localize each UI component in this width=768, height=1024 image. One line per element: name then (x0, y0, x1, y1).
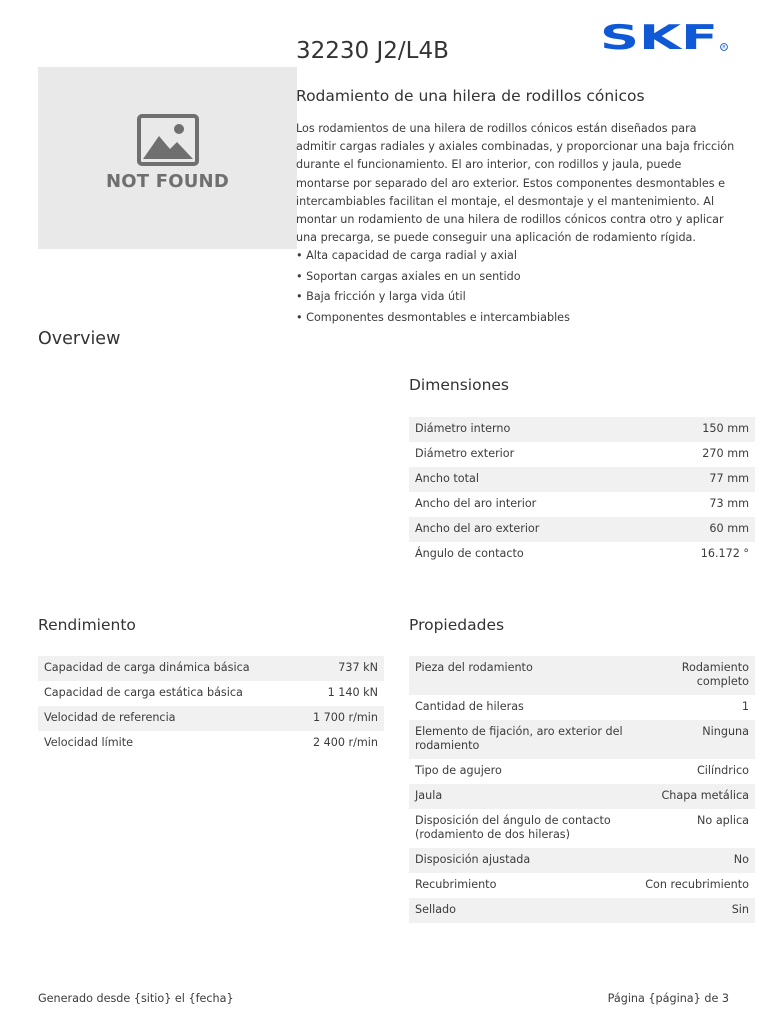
spec-value: 1 700 r/min (294, 706, 385, 731)
spec-label: Diámetro exterior (415, 447, 515, 460)
table-row (409, 873, 755, 898)
table-row (409, 417, 755, 442)
spec-label: Velocidad de referencia (38, 706, 294, 731)
overview-heading: Overview (38, 329, 121, 349)
spec-label: Capacidad de carga dinámica básica (38, 656, 294, 681)
spec-value: 1 140 kN (327, 686, 378, 699)
spec-label: Disposición del ángulo de contacto (rodamiento de dos hileras) (415, 814, 611, 841)
skf-logo-text: SKF (600, 22, 718, 54)
table-row (409, 809, 755, 848)
spec-label: Disposición ajustada (409, 848, 631, 873)
table-row (409, 695, 755, 720)
table-row (409, 492, 755, 517)
propiedades-table (409, 656, 755, 923)
spec-value: Cilíndrico (696, 764, 749, 777)
product-description: Los rodamientos de una hilera de rodillos cónicos están diseñados para admitir cargas radiales y axiales combinadas, y proporcionar una baja fricción durante el funcionamiento. El aro interior, con rodillos y jaula, puede montarse por separado del aro exterior. Estos componentes desmontables e intercambiables facilitan el montaje, el desmontaje y el mantenimiento. Al montar un rodamiento de una hilera de rodillos cónicos contra otro y aplicar una precarga, se puede conseguir una aplicación de rodamiento rígida. (296, 122, 735, 245)
spec-value: 73 mm (709, 497, 749, 510)
spec-value: No (631, 848, 755, 873)
table-row (409, 442, 755, 467)
table-row (38, 706, 384, 731)
spec-label: Cantidad de hileras (415, 700, 524, 713)
product-title: 32230 J2/L4B (296, 38, 449, 64)
spec-value: 60 mm (649, 517, 755, 542)
table-row (38, 656, 384, 681)
spec-label: Pieza del rodamiento (409, 656, 631, 695)
spec-label: Ancho del aro exterior (409, 517, 649, 542)
table-row (409, 656, 755, 695)
table-row (409, 542, 755, 567)
feature-item: • Alta capacidad de carga radial y axial (296, 249, 517, 262)
spec-label: Diámetro interno (409, 417, 649, 442)
spec-label: Tipo de agujero (415, 764, 502, 777)
table-row (409, 898, 755, 923)
spec-label: Elemento de fijación, aro exterior del rodamiento (409, 720, 631, 759)
image-icon (137, 114, 199, 166)
table-row (409, 848, 755, 873)
spec-value: Rodamiento completo (631, 656, 755, 695)
feature-list (296, 247, 570, 329)
spec-label: Ancho total (409, 467, 649, 492)
spec-label: Velocidad límite (44, 736, 133, 749)
spec-label: Jaula (409, 784, 631, 809)
spec-label: Capacidad de carga estática básica (44, 686, 243, 699)
rendimiento-table (38, 656, 384, 756)
skf-logo (600, 22, 730, 54)
svg-text:R: R (722, 45, 726, 51)
spec-value: 150 mm (649, 417, 755, 442)
spec-value: Ninguna (631, 720, 755, 759)
dimensiones-heading: Dimensiones (409, 376, 510, 394)
spec-value: 2 400 r/min (312, 736, 378, 749)
table-row (409, 759, 755, 784)
spec-label: Recubrimiento (415, 878, 497, 891)
not-found-label: NOT FOUND (106, 171, 229, 192)
rendimiento-heading: Rendimiento (38, 616, 136, 634)
spec-label: Ancho del aro interior (415, 497, 537, 510)
spec-label: Ángulo de contacto (415, 547, 524, 560)
table-row (38, 681, 384, 706)
propiedades-heading: Propiedades (409, 616, 505, 634)
table-row (409, 467, 755, 492)
spec-label: Sellado (409, 898, 631, 923)
footer-page-number: Página {página} de 3 (607, 992, 729, 1005)
spec-value: Con recubrimiento (645, 878, 749, 891)
product-subtitle: Rodamiento de una hilera de rodillos cónicos (296, 87, 645, 105)
spec-value: Chapa metálica (631, 784, 755, 809)
feature-item: • Componentes desmontables e intercambiables (296, 310, 570, 324)
spec-value: 1 (741, 700, 749, 713)
feature-item: • Baja fricción y larga vida útil (296, 290, 466, 303)
footer-generated: Generado desde {sitio} el {fecha} (38, 992, 234, 1005)
dimensiones-table (409, 417, 755, 567)
table-row (409, 784, 755, 809)
spec-value: No aplica (697, 814, 749, 827)
spec-value: Sin (631, 898, 755, 923)
product-image-placeholder (38, 67, 297, 249)
feature-item: • Soportan cargas axiales en un sentido (296, 269, 521, 283)
table-row (409, 720, 755, 759)
spec-value: 270 mm (702, 447, 749, 460)
spec-value: 16.172 ° (700, 547, 749, 560)
spec-value: 737 kN (294, 656, 385, 681)
table-row (38, 731, 384, 756)
table-row (409, 517, 755, 542)
spec-value: 77 mm (649, 467, 755, 492)
